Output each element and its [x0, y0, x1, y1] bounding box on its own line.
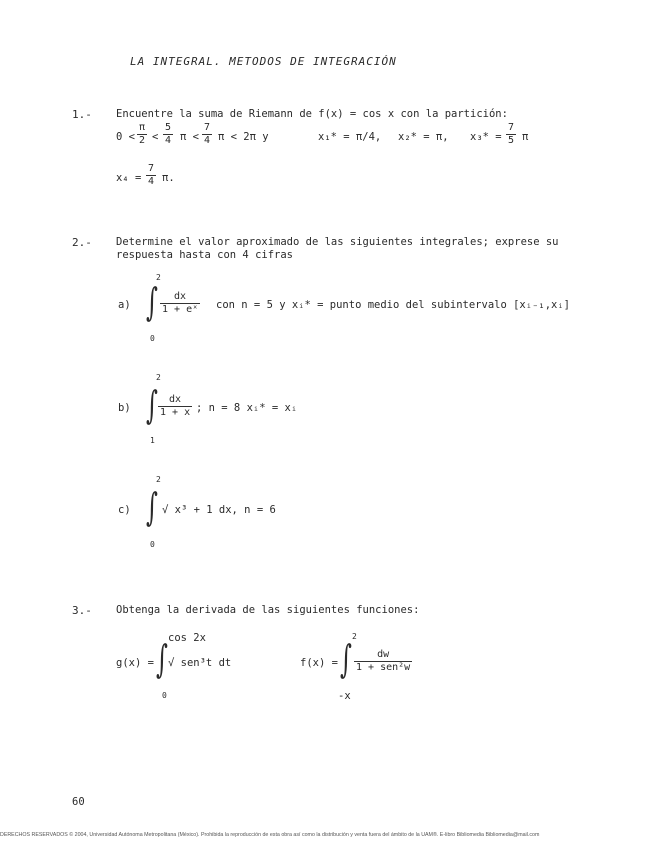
fraction-denominator: 4: [148, 176, 155, 187]
fraction-pi-over-2: [137, 122, 147, 147]
fraction-x4: [146, 163, 156, 188]
fraction-denominator: 2: [139, 135, 146, 146]
fraction-numerator: 7: [204, 122, 211, 133]
item-b-conditions: ; n = 8 xᵢ* = xᵢ: [196, 402, 298, 414]
fraction-denominator: 1 + x: [160, 407, 191, 418]
x3-pi: π: [522, 131, 529, 143]
x1-value: x₁* = π/4,: [318, 131, 382, 143]
problem-2-line-2: respuesta hasta con 4 cifras: [116, 249, 294, 261]
f-upper-limit: 2: [352, 632, 357, 641]
item-c-label: c): [118, 504, 131, 516]
x3-label: x₃* =: [470, 131, 502, 143]
g-label: g(x) =: [116, 657, 154, 669]
integral-c-lower: 0: [150, 540, 155, 549]
integral-c-upper: 2: [156, 475, 161, 484]
x4-pi: π.: [162, 172, 175, 184]
integral-a-upper: 2: [156, 273, 161, 282]
fraction-numerator: dw: [354, 649, 412, 662]
x2-value: x₂* = π,: [398, 131, 449, 143]
fraction-denominator: 4: [165, 135, 172, 146]
integral-b-lower: 1: [150, 436, 155, 445]
integral-a-lower: 0: [150, 334, 155, 343]
page-number: 60: [72, 796, 85, 808]
less-than: <: [152, 131, 159, 143]
problem-3-statement: Obtenga la derivada de las siguientes funciones:: [116, 604, 420, 616]
g-lower-limit: 0: [162, 691, 167, 700]
integral-sign-c: ∫: [146, 485, 158, 529]
item-a-label: a): [118, 299, 131, 311]
partition-start: 0 <: [116, 131, 135, 143]
integrand-b: [158, 394, 192, 419]
fraction-numerator: dx: [160, 291, 200, 304]
fraction-denominator: 1 + eˣ: [162, 304, 199, 315]
integral-sign-g: ∫: [156, 637, 168, 681]
page-title: LA INTEGRAL. METODOS DE INTEGRACIÓN: [130, 55, 397, 68]
fraction-denominator: 5: [508, 135, 515, 146]
integrand-a: [160, 291, 200, 316]
f-integrand: [354, 649, 412, 674]
fraction-7-over-5: [506, 122, 516, 147]
fraction-numerator: 7: [508, 122, 515, 133]
problem-1-statement: Encuentre la suma de Riemann de f(x) = cos x con la partición:: [116, 108, 508, 120]
g-upper-limit: cos 2x: [168, 632, 206, 644]
x4-label: x₄ =: [116, 172, 142, 184]
item-c-integrand: √ x³ + 1 dx, n = 6: [162, 504, 276, 516]
problem-2-line-1: Determine el valor aproximado de las siguientes integrales; exprese su: [116, 236, 559, 248]
copyright-footer: DERECHOS RESERVADOS © 2004, Universidad Autónoma Metropolitana (México). Prohibida la reproducción de esta obra así como la distribución y venta fuera del ámbito de la UAM®. E-libro Bibliomedia Bibliomedia@mail.com: [0, 832, 540, 838]
integral-sign-f: ∫: [340, 637, 352, 681]
pi-less-than: π <: [180, 131, 199, 143]
problem-3-number: 3.-: [72, 604, 92, 617]
problem-2-number: 2.-: [72, 236, 92, 249]
fraction-numerator: 7: [148, 163, 155, 174]
item-a-conditions: con n = 5 y xᵢ* = punto medio del subintervalo [xᵢ₋₁,xᵢ]: [216, 299, 571, 311]
partition-tail: π < 2π y: [218, 131, 269, 143]
fraction-7-over-4: [202, 122, 212, 147]
integral-sign-a: ∫: [146, 280, 158, 324]
fraction-denominator: 4: [204, 135, 211, 146]
item-b-label: b): [118, 402, 131, 414]
fraction-numerator: 5: [165, 122, 172, 133]
f-lower-limit: -x: [338, 690, 351, 702]
problem-1-number: 1.-: [72, 108, 92, 121]
fraction-denominator: 1 + sen²w: [356, 662, 411, 673]
integral-sign-b: ∫: [146, 383, 158, 427]
integral-b-upper: 2: [156, 373, 161, 382]
f-label: f(x) =: [300, 657, 338, 669]
fraction-numerator: π: [139, 122, 146, 133]
g-integrand: √ sen³t dt: [168, 657, 232, 669]
fraction-5-over-4: [163, 122, 173, 147]
fraction-numerator: dx: [158, 394, 192, 407]
